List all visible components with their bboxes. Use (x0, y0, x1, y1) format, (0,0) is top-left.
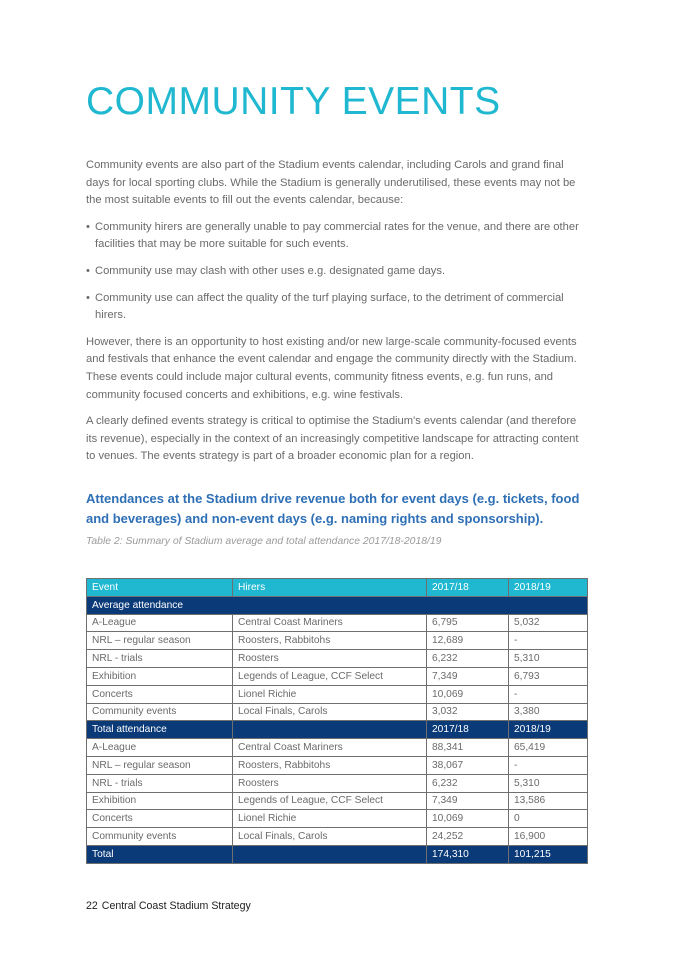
cell-event: A-League (87, 739, 233, 757)
cell-2018-19: 0 (509, 810, 588, 828)
cell-2018-19: - (509, 632, 588, 650)
table-row (87, 792, 588, 810)
cell-event: Community events (87, 828, 233, 846)
cell-2018-19: 13,586 (509, 792, 588, 810)
cell-2018-19: - (509, 685, 588, 703)
cell-event: NRL - trials (87, 774, 233, 792)
header-2017-18: 2017/18 (427, 579, 509, 597)
cell-event: Community events (87, 703, 233, 721)
cell-hirers: Roosters, Rabbitohs (233, 632, 427, 650)
page-number: 22 (86, 900, 98, 912)
table-row (87, 810, 588, 828)
header-event: Event (87, 579, 233, 597)
cell-2017-18: 6,795 (427, 614, 509, 632)
grand-total-row (87, 845, 588, 863)
cell-hirers: Roosters (233, 774, 427, 792)
cell-event: A-League (87, 614, 233, 632)
cell-event: Exhibition (87, 792, 233, 810)
cell-2018-19: - (509, 756, 588, 774)
total-year-2018-19: 2018/19 (509, 721, 588, 739)
cell-2018-19: 16,900 (509, 828, 588, 846)
cell-2017-18: 3,032 (427, 703, 509, 721)
grand-total-2018-19: 101,215 (509, 845, 588, 863)
header-hirers: Hirers (233, 579, 427, 597)
cell-2018-19: 5,310 (509, 774, 588, 792)
table-row (87, 774, 588, 792)
table-row (87, 828, 588, 846)
cell-hirers: Legends of League, CCF Select (233, 667, 427, 685)
cell-event: NRL – regular season (87, 632, 233, 650)
cell-event: NRL – regular season (87, 756, 233, 774)
total-blank (233, 721, 427, 739)
table-caption: Table 2: Summary of Stadium average and total attendance 2017/18-2018/19 (86, 536, 442, 547)
cell-2017-18: 7,349 (427, 792, 509, 810)
cell-hirers: Central Coast Mariners (233, 614, 427, 632)
cell-2017-18: 24,252 (427, 828, 509, 846)
table-row (87, 685, 588, 703)
cell-hirers: Roosters (233, 650, 427, 668)
reasons-list (86, 219, 590, 325)
cell-2017-18: 10,069 (427, 810, 509, 828)
list-item: • Community use may clash with other uses e.g. designated game days. (86, 263, 590, 281)
header-2018-19: 2018/19 (509, 579, 588, 597)
cell-2017-18: 6,232 (427, 774, 509, 792)
table-row (87, 650, 588, 668)
table-row (87, 739, 588, 757)
strategy-paragraph: A clearly defined events strategy is critical to optimise the Stadium's events calendar (and therefore its revenue), especially in the context of an increasingly competitive landscape for attracting content to venues. The events strategy is part of a broader economic plan for a region. (86, 415, 579, 463)
table-row (87, 632, 588, 650)
cell-2017-18: 10,069 (427, 685, 509, 703)
grand-total-blank (233, 845, 427, 863)
total-year-2017-18: 2017/18 (427, 721, 509, 739)
cell-2017-18: 38,067 (427, 756, 509, 774)
total-section-row (87, 721, 588, 739)
opportunity-paragraph: However, there is an opportunity to host existing and/or new large-scale community-focused events and festivals that enhance the event calendar and engage the community directly with the Stadium. These events could include major cultural events, community fitness events, e.g. fun runs, and community focused concerts and exhibitions, e.g. wine festivals. (86, 335, 577, 401)
cell-2017-18: 6,232 (427, 650, 509, 668)
cell-event: Exhibition (87, 667, 233, 685)
cell-2017-18: 12,689 (427, 632, 509, 650)
average-section-row (87, 596, 588, 614)
grand-total-label: Total (87, 845, 233, 863)
cell-2018-19: 5,310 (509, 650, 588, 668)
cell-hirers: Roosters, Rabbitohs (233, 756, 427, 774)
cell-hirers: Local Finals, Carols (233, 703, 427, 721)
cell-2017-18: 7,349 (427, 667, 509, 685)
table-row (87, 756, 588, 774)
section-subheading: Attendances at the Stadium drive revenue both for event days (e.g. tickets, food and beverages) and non-event days (e.g. naming rights and sponsorship). (86, 491, 580, 526)
cell-hirers: Lionel Richie (233, 810, 427, 828)
table-row (87, 703, 588, 721)
page-title: COMMUNITY EVENTS (86, 80, 501, 123)
cell-2018-19: 5,032 (509, 614, 588, 632)
list-item: • Community use can affect the quality of the turf playing surface, to the detriment of commercial hirers. (86, 290, 590, 325)
table-row (87, 614, 588, 632)
cell-2018-19: 6,793 (509, 667, 588, 685)
average-label: Average attendance (87, 596, 588, 614)
body-text (86, 157, 590, 475)
cell-event: Concerts (87, 810, 233, 828)
cell-event: NRL - trials (87, 650, 233, 668)
intro-paragraph: Community events are also part of the Stadium events calendar, including Carols and grand final days for local sporting clubs. While the Stadium is generally underutilised, these events may not be the most suitable events to fill out the events calendar, because: (86, 159, 576, 207)
total-label: Total attendance (87, 721, 233, 739)
table-header-row (87, 579, 588, 597)
cell-event: Concerts (87, 685, 233, 703)
list-item: • Community hirers are generally unable to pay commercial rates for the venue, and there are other facilities that may be more suitable for such events. (86, 219, 590, 254)
attendance-table (86, 578, 588, 864)
cell-hirers: Central Coast Mariners (233, 739, 427, 757)
cell-hirers: Lionel Richie (233, 685, 427, 703)
document-title: Central Coast Stadium Strategy (101, 900, 251, 912)
cell-2018-19: 3,380 (509, 703, 588, 721)
cell-hirers: Local Finals, Carols (233, 828, 427, 846)
cell-2017-18: 88,341 (427, 739, 509, 757)
grand-total-2017-18: 174,310 (427, 845, 509, 863)
table-row (87, 667, 588, 685)
page-footer (86, 900, 251, 912)
cell-2018-19: 65,419 (509, 739, 588, 757)
cell-hirers: Legends of League, CCF Select (233, 792, 427, 810)
